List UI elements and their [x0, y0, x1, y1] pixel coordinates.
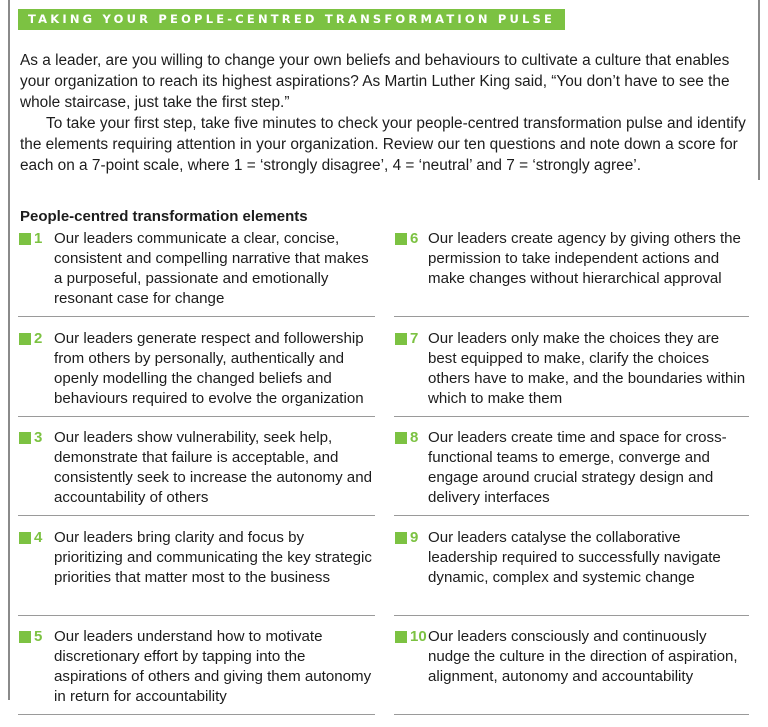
green-square-icon [395, 432, 407, 444]
list-item [394, 229, 749, 329]
left-border-line [8, 0, 10, 700]
green-square-icon [395, 233, 407, 245]
item-number: 8 [410, 429, 419, 446]
item-text: Our leaders catalyse the collaborative leadership required to successfully navigate dynamic, complex and systemic change [428, 528, 721, 586]
item-number: 7 [410, 329, 419, 347]
divider [394, 515, 749, 516]
divider [394, 714, 749, 715]
list-item [394, 627, 749, 727]
item-number: 1 [34, 230, 43, 247]
list-item [18, 428, 375, 528]
green-square-icon [19, 233, 31, 245]
green-square-icon [395, 532, 407, 544]
green-square-icon [19, 432, 31, 444]
item-text: Our leaders communicate a clear, concise, consistent and compelling narrative that makes a purposeful, passionate and emotionally resonant case for change [54, 230, 369, 307]
elements-column-left [18, 229, 375, 727]
divider [394, 316, 749, 317]
item-text: Our leaders show vulnerability, seek help, demonstrate that failure is acceptable, and consistently seek to increase the autonomy and accountability of others [54, 429, 372, 506]
list-item [394, 428, 749, 528]
section-heading: People-centred transformation elements [20, 208, 308, 225]
item-number: 4 [34, 528, 43, 546]
item-text: Our leaders generate respect and followership from others by personally, authentically and openly modelling the changed beliefs and behaviours required to evolve the organization [54, 329, 364, 407]
item-text: Our leaders understand how to motivate discretionary effort by tapping into the aspirations of others and giving them autonomy in return for accountability [54, 628, 372, 705]
item-text: Our leaders create time and space for cross-functional teams to emerge, converge and engage around crucial strategy design and delivery interfaces [428, 429, 727, 506]
intro-paragraph-2: To take your first step, take five minutes to check your people-centred transformation pulse and identify the elements requiring attention in your organization. Review our ten questions and note down a score for each on a 7-point scale, where 1 = ‘strongly disagree’, 4 = ‘neutral’ and 7 = ‘strongly agree’. [20, 115, 746, 174]
item-number: 10 [410, 628, 427, 645]
intro-paragraph-1: As a leader, are you willing to change your own beliefs and behaviours to cultivate a culture that enables your organization to reach its highest aspirations? As Martin Luther King said, “You don’t have to see the whole staircase, just take the first step.” [20, 52, 730, 111]
green-square-icon [19, 532, 31, 544]
list-item [18, 329, 375, 429]
list-item [18, 528, 375, 628]
divider [18, 515, 375, 516]
green-square-icon [395, 333, 407, 345]
right-border-line [758, 0, 760, 180]
green-square-icon [19, 333, 31, 345]
divider [394, 416, 749, 417]
item-number: 5 [34, 628, 43, 645]
item-number: 6 [410, 230, 419, 247]
item-text: Our leaders consciously and continuously nudge the culture in the direction of aspiration, alignment, autonomy and accountability [428, 628, 738, 685]
list-item [18, 229, 375, 329]
divider [18, 316, 375, 317]
divider [18, 615, 375, 616]
list-item [394, 329, 749, 429]
divider [18, 714, 375, 715]
item-text: Our leaders only make the choices they are best equipped to make, clarify the choices others have to make, and the boundaries within which to make them [428, 329, 746, 407]
divider [394, 615, 749, 616]
green-square-icon [395, 631, 407, 643]
intro-text [20, 50, 750, 176]
list-item [18, 627, 375, 727]
item-text: Our leaders bring clarity and focus by prioritizing and communicating the key strategic priorities that matter most to the business [54, 528, 372, 586]
divider [18, 416, 375, 417]
item-number: 9 [410, 528, 419, 546]
item-number: 3 [34, 429, 43, 446]
section-banner: TAKING YOUR PEOPLE-CENTRED TRANSFORMATION PULSE [18, 9, 565, 30]
elements-column-right [394, 229, 749, 727]
item-number: 2 [34, 329, 43, 347]
item-text: Our leaders create agency by giving others the permission to take independent actions and make changes without hierarchical approval [428, 230, 741, 287]
list-item [394, 528, 749, 628]
green-square-icon [19, 631, 31, 643]
